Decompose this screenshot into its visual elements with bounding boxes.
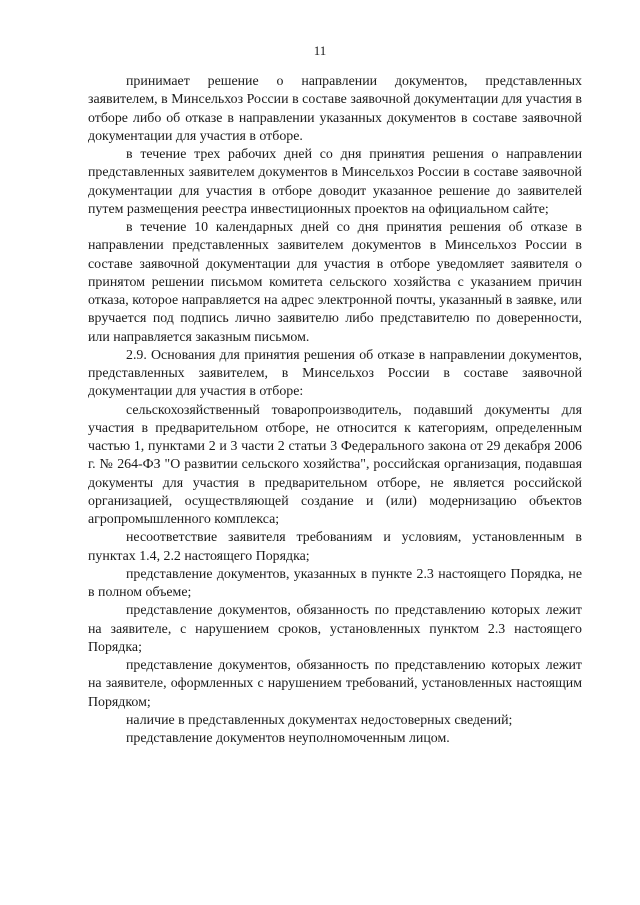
paragraph-ten-days: в течение 10 календарных дней со дня принятия решения об отказе в направлении представленных заявителем документов в Минсельхоз России в составе заявочной документации для участия в отборе уведомляет заявителя о принятом решении письмом комитета сельского хозяйства с указанием причин отказа, которое направляется на адрес электронной почты, указанный в заявке, или вручается под подпись лично заявителю либо представителю по доверенности, или направляется заказным письмом. (88, 220, 582, 345)
paragraph-improper-docs: представление документов, обязанность по представлению которых лежит на заявителе, оформленных с нарушением требований, установленных настоящим Порядком; (88, 658, 582, 710)
paragraph-late-docs: представление документов, обязанность по представлению которых лежит на заявителе, с нарушением сроков, установленных пунктом 2.3 настоящего Порядка; (88, 603, 582, 655)
paragraph-section-2-9: 2.9. Основания для принятия решения об отказе в направлении документов, представленных заявителем, в Минсельхоз России в составе заявочной документации для участия в отборе: (88, 347, 582, 400)
paragraph-incomplete-docs: представление документов, указанных в пункте 2.3 настоящего Порядка, не в полном объеме; (88, 566, 582, 600)
paragraph-false-info: наличие в представленных документах недостоверных сведений; (126, 712, 513, 728)
paragraph-nonconformity: несоответствие заявителя требованиям и условиям, установленным в пунктах 1.4, 2.2 настоящего Порядка; (88, 530, 582, 564)
paragraph-unauthorized-person: представление документов неуполномоченным лицом. (126, 731, 450, 746)
paragraph-decision: принимает решение о направлении документов, представленных заявителем, в Минсельхоз России в составе заявочной документации для участия в отборе либо об отказе в направлении указанных документов в составе заявочной документации для участия в отборе. (88, 74, 582, 144)
document-body (88, 73, 582, 748)
paragraph-producer-category: сельскохозяйственный товаропроизводитель, подавший документы для участия в предварительном отборе, не относится к категориям, определенным частью 1, пунктами 2 и 3 части 2 статьи 3 Федерального закона от 29 декабря 2006 г. № 264-ФЗ "О развитии сельского хозяйства", российская организация, подавшая документы для участия в предварительном отборе, не является российской организацией, осуществляющей создание и (или) модернизацию объектов агропромышленного комплекса; (88, 402, 582, 527)
page-number: 11 (313, 43, 327, 58)
paragraph-three-days: в течение трех рабочих дней со дня принятия решения о направлении представленных заявителем документов в Минсельхоз России в составе заявочной документации для участия в отборе доводит указанное решение до заявителей путем размещения реестра инвестиционных проектов на официальном сайте; (88, 147, 582, 217)
